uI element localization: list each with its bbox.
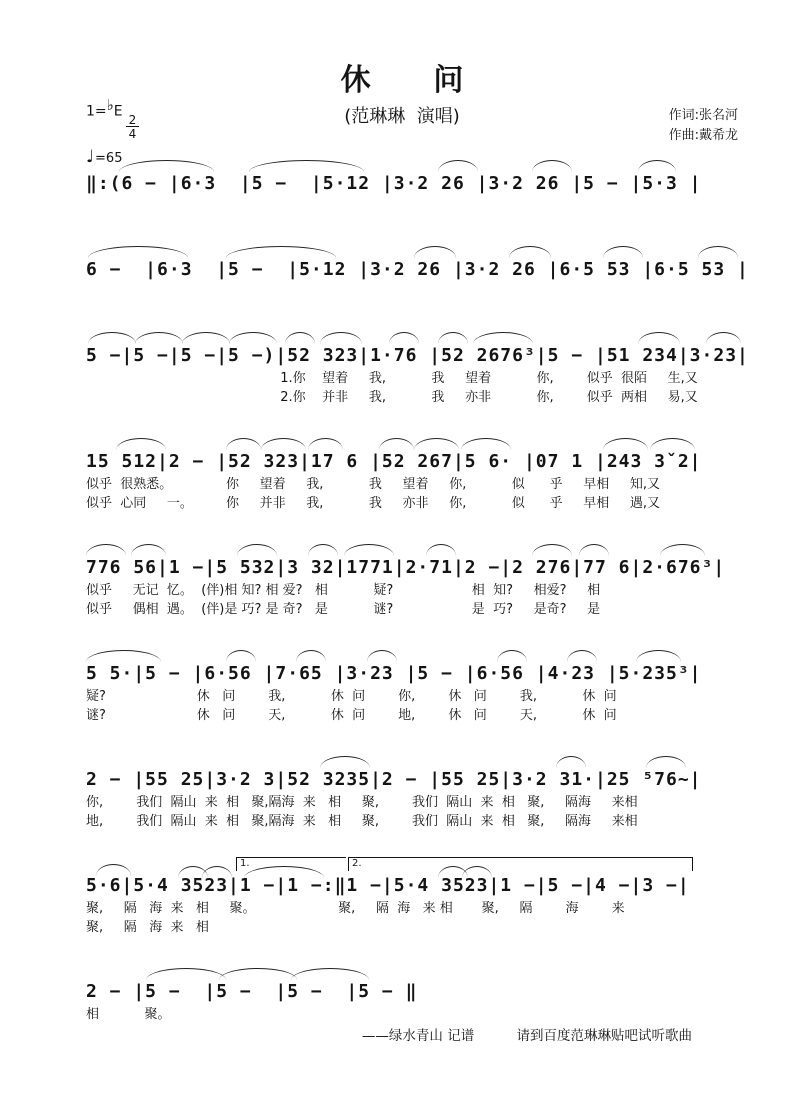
lyrics-verse-1: 似乎 无记 忆。 (伴)相 知? 相 爱? 相 疑? 相 知? 相爱? 相 xyxy=(86,583,601,598)
time-denominator: 4 xyxy=(128,127,137,142)
key-prefix: 1= xyxy=(86,103,107,120)
time-numerator: 2 xyxy=(126,114,140,128)
lyrics-verse-2: 似乎 心同 一。 你 并非 我, 我 亦非 你, 似 乎 早相 遇,又 xyxy=(86,496,661,511)
key-signature xyxy=(86,96,139,141)
notation-line: 5 5·|5 − |6·56 |7·65 |3·23 |5 − |6·56 |4·23 |5·235³| xyxy=(86,663,702,684)
quarter-note-icon: ♩ xyxy=(86,146,95,167)
music-line-9 xyxy=(86,964,766,1023)
performer-subtitle: (范琳琳 演唱) xyxy=(344,106,460,127)
notation-line: 15 512|2 − |52 323|17 6 |52 267|5 6· |07 1 |243 3ˇ2| xyxy=(86,451,702,472)
lyrics-verse-2: 似乎 偶相 遇。 (伴)是 巧? 是 奇? 是 谜? 是 巧? 是奇? 是 xyxy=(86,602,601,617)
music-line-2 xyxy=(86,242,766,282)
tempo-value: =65 xyxy=(95,150,123,166)
lyrics-verse-1: 你, 我们 隔山 来 相 聚,隔海 来 相 聚, 我们 隔山 来 相 聚, 隔海 来相 xyxy=(86,795,638,810)
flat-icon: ♭ xyxy=(106,96,114,114)
lyrics-verse-1: 1.你 望着 我, 我 望着 你, 似乎 很陌 生,又 xyxy=(86,371,698,386)
lyrics-verse-2: 聚, 隔 海 来 相 xyxy=(86,920,209,935)
volta-2-bracket: 2. xyxy=(348,857,693,871)
music-line-3 xyxy=(86,328,766,406)
notation-line: 5 −|5 −|5 −|5 −)|52 323|1·76 |52 2676³|5 − |51 234|3·23| xyxy=(86,345,749,366)
score-body xyxy=(86,156,766,1023)
lyrics-verse-2: 谜? 休 问 天, 休 问 地, 休 问 天, 休 问 xyxy=(86,708,617,723)
notation-line: 6 − |6·3 |5 − |5·12 |3·2 26 |3·2 26 |6·5 53 |6·5 53 | xyxy=(86,259,749,280)
music-line-1 xyxy=(86,156,766,196)
lyrics-verse-1: 似乎 很熟悉。 你 望着 我, 我 望着 你, 似 乎 早相 知,又 xyxy=(86,477,661,492)
transcriber-credit: ——绿水青山 记谱 xyxy=(361,1028,475,1044)
time-signature xyxy=(126,114,140,141)
credits-block xyxy=(669,106,738,146)
notation-line: ‖:(6 − |6·3 |5 − |5·12 |3·2 26 |3·2 26 |5 − |5·3 | xyxy=(86,173,702,194)
notation-line: 2 − |55 25|3·2 3|52 3235|2 − |55 25|3·2 31·|25 ⁵76~| xyxy=(86,769,702,790)
composer-credit: 作曲:戴希龙 xyxy=(668,128,738,144)
song-title: 休 问 xyxy=(340,63,464,98)
footer-note xyxy=(0,1024,804,1044)
music-line-6 xyxy=(86,646,766,724)
key-letter: E xyxy=(113,103,123,120)
notation-line: 2 − |5 − |5 − |5 − |5 − ‖ xyxy=(86,981,418,1002)
lyrics-verse-2: 地, 我们 隔山 来 相 聚,隔海 来 相 聚, 我们 隔山 来 相 聚, 隔海 来相 xyxy=(86,814,638,829)
lyrics-verse-1: 疑? 休 问 我, 休 问 你, 休 问 我, 休 问 xyxy=(86,689,617,704)
music-line-5 xyxy=(86,540,766,618)
lyricist-credit: 作词:张名河 xyxy=(668,108,738,123)
listen-note: 请到百度范琳琳贴吧试听歌曲 xyxy=(516,1028,692,1044)
music-line-4 xyxy=(86,434,766,512)
notation-line: 5·6|5·4 3523|1 −|1 −:‖1 −|5·4 3523|1 −|5 −|4 −|3 −| xyxy=(86,875,690,896)
volta-1-bracket: 1. xyxy=(236,857,346,871)
notation-line: 776 56|1 −|5 532|3 32|1771|2·71|2 −|2 276|77 6|2·676³| xyxy=(86,557,726,578)
lyrics-verse-1: 相 聚。 xyxy=(86,1007,171,1022)
lyrics-verse-1: 聚, 隔 海 来 相 聚。 聚, 隔 海 来 相 聚, 隔 海 来 xyxy=(86,901,625,916)
music-line-8 xyxy=(86,858,766,936)
lyrics-verse-2: 2.你 并非 我, 我 亦非 你, 似乎 两相 易,又 xyxy=(86,390,698,405)
music-line-7 xyxy=(86,752,766,830)
